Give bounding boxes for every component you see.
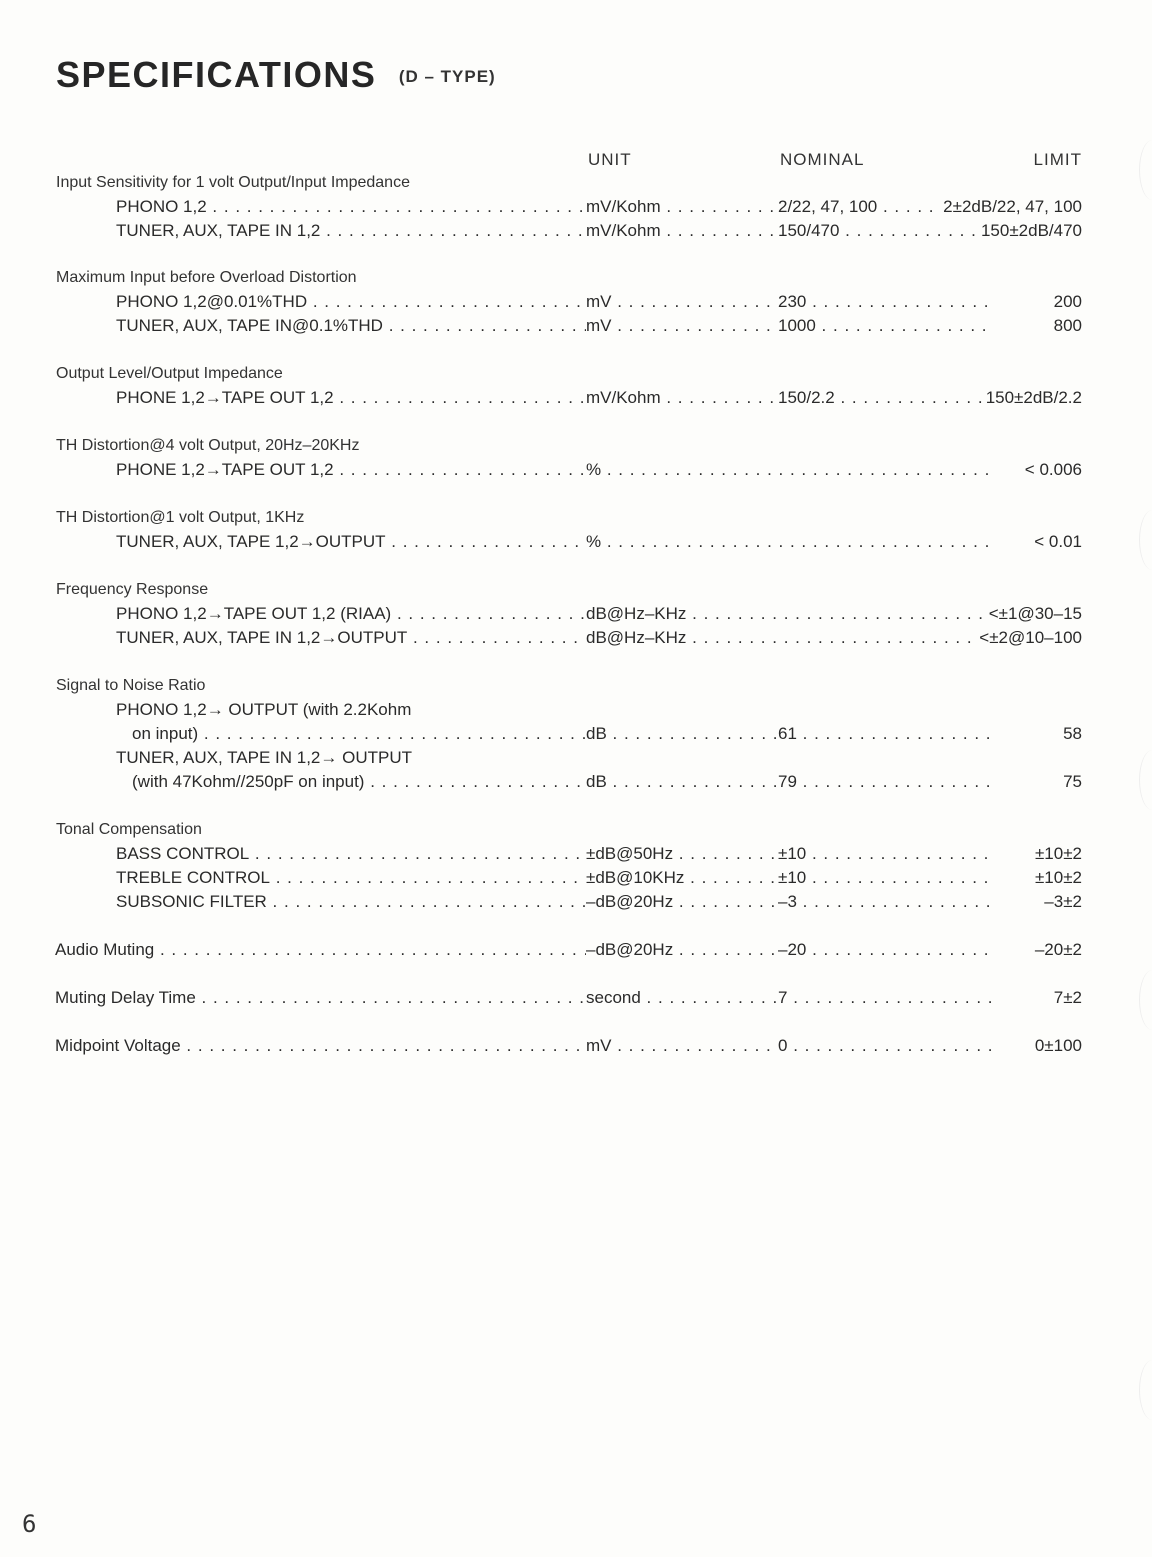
spec-unit: % . . . xyxy=(586,530,994,554)
spec-limit: 0±100 xyxy=(1031,1034,1082,1058)
binder-hole xyxy=(1139,140,1152,200)
spec-limit: –3±2 xyxy=(1040,890,1082,914)
spec-unit: dB@Hz–KHz . . . xyxy=(586,626,994,650)
spec-label: PHONO 1,2 . . . xyxy=(116,195,586,219)
spec-row xyxy=(0,770,1152,794)
spec-row xyxy=(0,458,1152,482)
spec-label: TUNER, AUX, TAPE IN 1,2 . . . xyxy=(116,219,586,243)
spec-label: TUNER, AUX, TAPE IN@0.1%THD . . . xyxy=(116,314,586,338)
spec-unit: dB@Hz–KHz . . . xyxy=(586,602,994,626)
spec-nominal: 1000 . . . xyxy=(778,314,994,338)
spec-limit: 7±2 xyxy=(1050,986,1082,1010)
spec-row xyxy=(0,866,1152,890)
spec-label-line: PHONO 1,2→ OUTPUT (with 2.2Kohm xyxy=(116,700,412,719)
spec-row xyxy=(0,314,1152,338)
spec-limit: < 0.006 xyxy=(1021,458,1082,482)
section-heading: TH Distortion@1 volt Output, 1KHz xyxy=(56,509,305,526)
spec-unit: dB . . . xyxy=(586,770,778,794)
section-heading: Maximum Input before Overload Distortion xyxy=(56,269,357,286)
spec-row xyxy=(0,1034,1152,1058)
column-header-nominal: NOMINAL xyxy=(780,150,865,169)
spec-unit: dB . . . xyxy=(586,722,778,746)
page-subtitle: (D – TYPE) xyxy=(398,67,496,86)
binder-hole xyxy=(1139,750,1152,810)
spec-nominal: ±10 . . . xyxy=(778,866,994,890)
column-header-limit: LIMIT xyxy=(1033,150,1082,169)
spec-unit: –dB@20Hz . . . xyxy=(586,938,778,962)
spec-row xyxy=(0,842,1152,866)
spec-label: on input) . . . xyxy=(132,722,586,746)
spec-limit: 200 xyxy=(1050,290,1082,314)
spec-row xyxy=(0,386,1152,410)
spec-unit: mV/Kohm . . . xyxy=(586,386,778,410)
spec-limit: ±10±2 xyxy=(1031,842,1082,866)
spec-limit: 2±2dB/22, 47, 100 xyxy=(939,195,1082,219)
section-heading: Output Level/Output Impedance xyxy=(56,365,283,382)
binder-hole xyxy=(1139,970,1152,1030)
spec-limit: 75 xyxy=(1059,770,1082,794)
page-number: 6 xyxy=(22,1510,37,1538)
spec-unit: % . . . xyxy=(586,458,994,482)
binder-hole xyxy=(1139,1360,1152,1420)
spec-unit: second . . . xyxy=(586,986,778,1010)
spec-nominal: 7 . . . xyxy=(778,986,994,1010)
spec-row xyxy=(0,602,1152,626)
spec-row xyxy=(0,195,1152,219)
section-heading: Input Sensitivity for 1 volt Output/Input Impedance xyxy=(56,174,410,191)
spec-limit: ±10±2 xyxy=(1031,866,1082,890)
spec-label: PHONO 1,2@0.01%THD . . . xyxy=(116,290,586,314)
section-heading: TH Distortion@4 volt Output, 20Hz–20KHz xyxy=(56,437,360,454)
spec-unit: mV . . . xyxy=(586,314,778,338)
spec-nominal: 61 . . . xyxy=(778,722,994,746)
spec-row xyxy=(0,290,1152,314)
page-title: SPECIFICATIONS xyxy=(56,54,377,95)
section-heading: Signal to Noise Ratio xyxy=(56,677,206,694)
spec-unit: ±dB@10KHz . . . xyxy=(586,866,778,890)
spec-unit: mV/Kohm . . . xyxy=(586,195,778,219)
spec-nominal: 79 . . . xyxy=(778,770,994,794)
spec-nominal: –3 . . . xyxy=(778,890,994,914)
spec-row xyxy=(0,938,1152,962)
spec-label: PHONE 1,2→TAPE OUT 1,2 . . . xyxy=(116,458,586,482)
spec-row xyxy=(0,722,1152,746)
spec-label: TREBLE CONTROL . . . xyxy=(116,866,586,890)
spec-limit: 58 xyxy=(1059,722,1082,746)
spec-label: PHONO 1,2→TAPE OUT 1,2 (RIAA) . . . xyxy=(116,602,586,626)
spec-label: SUBSONIC FILTER . . . xyxy=(116,890,586,914)
spec-row xyxy=(0,986,1152,1010)
spec-label: PHONE 1,2→TAPE OUT 1,2 . . . xyxy=(116,386,586,410)
spec-limit: <±2@10–100 xyxy=(975,626,1082,650)
spec-label: TUNER, AUX, TAPE 1,2→OUTPUT . . . xyxy=(116,530,586,554)
spec-label: BASS CONTROL . . . xyxy=(116,842,586,866)
spec-label: Midpoint Voltage . . . xyxy=(55,1034,586,1058)
spec-limit: 800 xyxy=(1050,314,1082,338)
section-heading: Frequency Response xyxy=(56,581,209,598)
spec-nominal: 150/2.2 . . . xyxy=(778,386,994,410)
spec-unit: –dB@20Hz . . . xyxy=(586,890,778,914)
spec-unit: mV . . . xyxy=(586,1034,778,1058)
spec-nominal: 230 . . . xyxy=(778,290,994,314)
page-header xyxy=(56,54,496,96)
spec-limit: 150±2dB/2.2 xyxy=(982,386,1082,410)
spec-unit: ±dB@50Hz . . . xyxy=(586,842,778,866)
spec-nominal: 0 . . . xyxy=(778,1034,994,1058)
spec-label-line: TUNER, AUX, TAPE IN 1,2→ OUTPUT xyxy=(116,748,412,767)
spec-limit: <±1@30–15 xyxy=(985,602,1082,626)
spec-row xyxy=(0,219,1152,243)
spec-nominal: ±10 . . . xyxy=(778,842,994,866)
spec-label: Audio Muting . . . xyxy=(55,938,586,962)
spec-limit: < 0.01 xyxy=(1030,530,1082,554)
spec-nominal: –20 . . . xyxy=(778,938,994,962)
section-heading: Tonal Compensation xyxy=(56,821,202,838)
spec-label: Muting Delay Time . . . xyxy=(55,986,586,1010)
binder-hole xyxy=(1139,510,1152,570)
spec-row xyxy=(0,890,1152,914)
spec-nominal: 150/470 . . . xyxy=(778,219,994,243)
spec-unit: mV/Kohm . . . xyxy=(586,219,778,243)
spec-row xyxy=(0,530,1152,554)
column-header-unit: UNIT xyxy=(588,150,632,169)
spec-nominal: 2/22, 47, 100 . . . xyxy=(778,195,994,219)
spec-unit: mV . . . xyxy=(586,290,778,314)
spec-limit: –20±2 xyxy=(1031,938,1082,962)
spec-limit: 150±2dB/470 xyxy=(977,219,1082,243)
spec-label: (with 47Kohm//250pF on input) . . . xyxy=(132,770,586,794)
spec-label: TUNER, AUX, TAPE IN 1,2→OUTPUT . . . xyxy=(116,626,586,650)
spec-row xyxy=(0,626,1152,650)
